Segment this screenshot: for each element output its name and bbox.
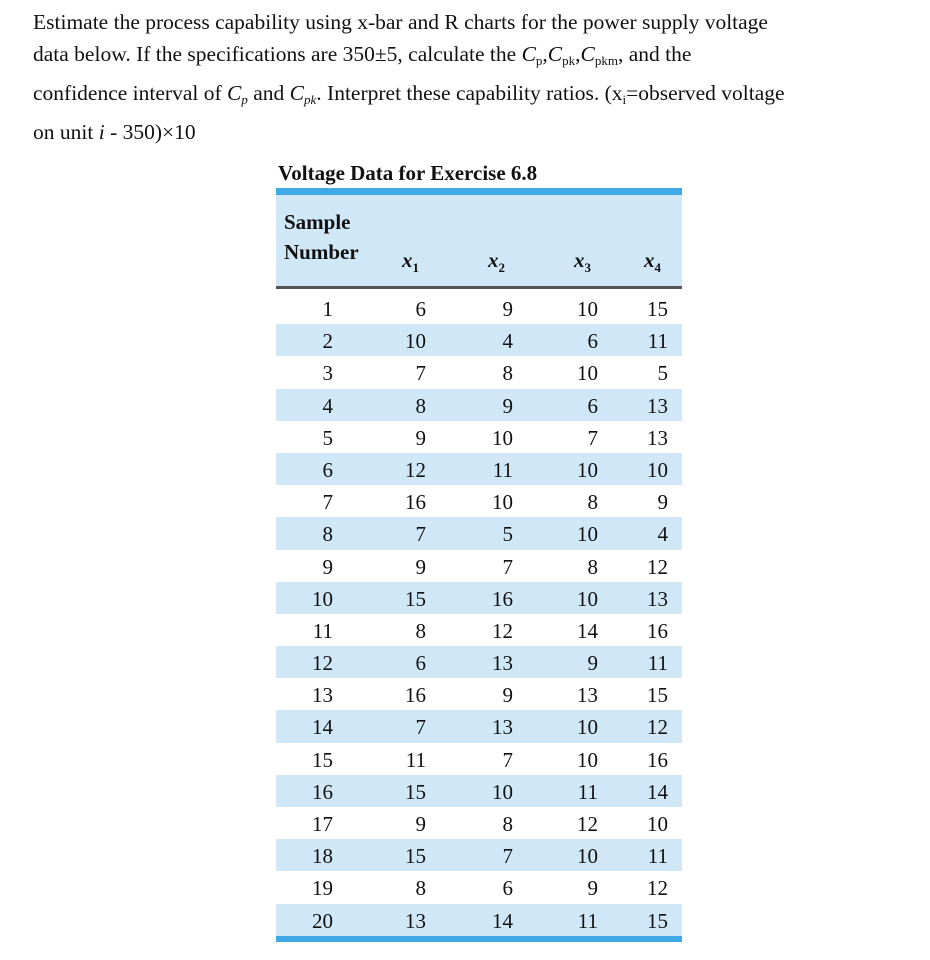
cell-x3: 10 [577,586,598,611]
cell-sample-number: 11 [312,618,333,643]
cell-x3: 12 [577,812,598,836]
cell-x4: 13 [647,586,668,611]
cell-x3: 10 [577,715,598,740]
cell-x1: 9 [415,812,426,836]
question-line-1: Estimate the process capability using x-bar and R charts for the power supply voltage [33,10,768,34]
cell-x2: 7 [502,747,513,772]
sample-number-header: Sample Number [284,210,359,264]
cell-x2: 12 [492,618,513,643]
cell-x3: 10 [577,747,598,772]
cell-x2: 11 [492,457,513,482]
question-line-2: data below. If the specifications are 350±5, calculate the $C_p,C_{pk},C_{pkm}$, and the [33,42,692,68]
table-row [276,904,682,936]
cell-x2: 16 [492,586,513,611]
cell-x4: 5 [657,361,668,386]
cell-x2: 6 [502,876,513,901]
cell-x3: 10 [577,361,598,386]
cell-x1: 10 [405,329,426,354]
cell-x3: 10 [577,522,598,547]
table-title: Voltage Data for Exercise 6.8 [278,161,538,185]
table-row [276,485,682,517]
cell-x1: 11 [405,747,426,772]
cell-x3: 10 [577,297,598,321]
cell-x4: 15 [647,683,668,708]
cell-sample-number: 6 [322,457,333,482]
cell-x4: 10 [647,812,668,836]
cell-x1: 7 [415,522,426,547]
cell-x4: 16 [647,747,668,772]
question-line-3: confidence interval of $C_p$ and $C_{pk}$. Interpret these capability ratios. ($x_i=observed$ voltage [33,81,785,107]
cell-x2: 7 [502,554,513,579]
table-header [276,195,682,289]
cell-sample-number: 4 [322,393,333,418]
table-row [276,421,682,453]
cell-x3: 8 [587,554,598,579]
cell-x1: 7 [415,361,426,386]
cell-sample-number: 16 [312,779,333,804]
table-row [276,710,682,742]
cell-sample-number: 17 [312,812,333,836]
cell-x2: 10 [492,425,513,450]
top-accent-bar [276,188,682,195]
bottom-accent-bar [276,936,682,942]
cell-x2: 9 [502,297,513,321]
cell-sample-number: 3 [322,361,333,386]
cell-sample-number: 1 [322,297,333,321]
cell-x3: 13 [577,683,598,708]
table-row [276,807,682,839]
cell-x3: 6 [587,393,598,418]
cell-x2: 8 [502,361,513,386]
table-row [276,550,682,582]
cell-sample-number: 5 [322,425,333,450]
cell-x2: 13 [492,715,513,740]
cell-x2: 5 [502,522,513,547]
question-text [33,6,913,148]
cell-sample-number: 13 [312,683,333,708]
cell-x2: 10 [492,779,513,804]
cell-x1: 6 [415,651,426,676]
cell-x4: 9 [657,490,668,515]
table-row [276,743,682,775]
cell-x1: 15 [405,586,426,611]
cell-x4: 11 [647,651,668,676]
cell-x1: 15 [405,844,426,869]
table-row [276,389,682,421]
table-row [276,292,682,324]
cell-x2: 7 [502,844,513,869]
cell-x3: 10 [577,457,598,482]
column-header-x2: $x_2$ [488,248,505,276]
cell-sample-number: 10 [312,586,333,611]
table-row [276,453,682,485]
column-header-x3: $x_3$ [574,248,591,276]
table-body [276,289,682,936]
cell-x1: 16 [405,490,426,515]
cell-x4: 13 [647,425,668,450]
cell-x2: 9 [502,393,513,418]
cell-x4: 12 [647,715,668,740]
cell-sample-number: 15 [312,747,333,772]
cell-x2: 4 [502,329,513,354]
cell-sample-number: 9 [322,554,333,579]
cell-x1: 8 [415,618,426,643]
cell-x4: 14 [647,779,668,804]
cell-x3: 11 [577,908,598,933]
table-row [276,517,682,549]
cell-x4: 12 [647,554,668,579]
table-row [276,775,682,807]
cell-x2: 10 [492,490,513,515]
cell-x4: 10 [647,457,668,482]
table-row [276,646,682,678]
cell-x3: 7 [587,425,598,450]
cell-x3: 11 [577,779,598,804]
cell-x4: 16 [647,618,668,643]
cell-x4: 11 [647,844,668,869]
table-row [276,678,682,710]
table-row [276,582,682,614]
cell-x4: 11 [647,329,668,354]
cell-x1: 9 [415,554,426,579]
cell-x1: 8 [415,393,426,418]
cell-x1: 16 [405,683,426,708]
cell-sample-number: 7 [322,490,333,515]
table-row [276,356,682,388]
cell-x1: 9 [415,425,426,450]
cell-x2: 9 [502,683,513,708]
table-row [276,324,682,356]
cell-x1: 12 [405,457,426,482]
cell-x4: 15 [647,297,668,321]
cell-sample-number: 14 [312,715,333,740]
cell-x3: 14 [577,618,598,643]
cell-x4: 15 [647,908,668,933]
question-line-4: on unit i - 350)×10 [33,120,196,144]
cell-sample-number: 12 [312,651,333,676]
cell-sample-number: 20 [312,908,333,933]
cell-x4: 4 [657,522,668,547]
cell-x3: 9 [587,876,598,901]
cell-sample-number: 2 [322,329,333,354]
cell-x3: 6 [587,329,598,354]
cell-x2: 13 [492,651,513,676]
table-row [276,839,682,871]
table-row [276,614,682,646]
cell-x3: 10 [577,844,598,869]
column-header-x1: $x_1$ [402,248,419,276]
column-header-x4: $x_4$ [644,248,661,276]
cell-x3: 9 [587,651,598,676]
cell-x1: 13 [405,908,426,933]
cell-x4: 12 [647,876,668,901]
cell-sample-number: 18 [312,844,333,869]
cell-x3: 8 [587,490,598,515]
cell-sample-number: 19 [312,876,333,901]
voltage-data-table [276,158,682,942]
cell-sample-number: 8 [322,522,333,547]
cell-x2: 8 [502,812,513,836]
cell-x1: 6 [415,297,426,321]
cell-x2: 14 [492,908,513,933]
table-row [276,871,682,903]
cell-x1: 15 [405,779,426,804]
cell-x1: 7 [415,715,426,740]
cell-x4: 13 [647,393,668,418]
cell-x1: 8 [415,876,426,901]
